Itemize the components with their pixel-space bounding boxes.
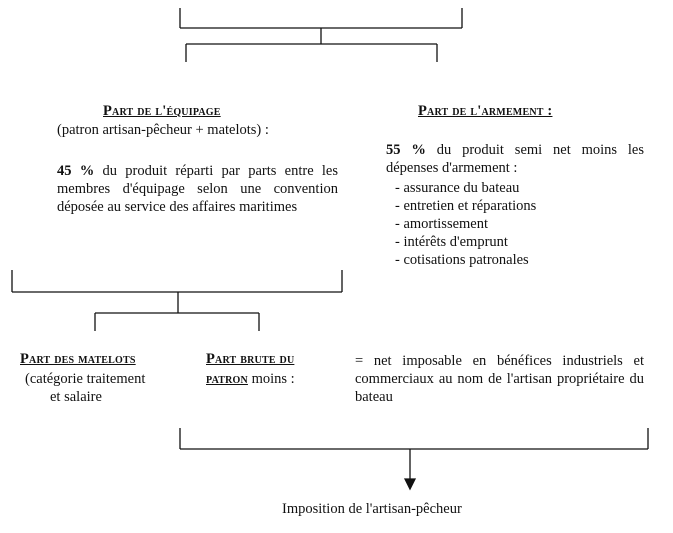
patron-title-line1: Part brute du — [206, 351, 295, 367]
equipage-description — [57, 162, 338, 216]
equipage-subtitle: (patron artisan-pêcheur + matelots) : — [57, 122, 269, 138]
patron-suffix: moins : — [251, 371, 295, 387]
armement-expense-item: - cotisations patronales — [395, 252, 529, 268]
matelots-line2: et salaire — [50, 389, 102, 405]
equipage-body: du produit réparti par parts entre les membres d'équipage selon une convention déposée au service des affaires maritimes — [57, 163, 338, 215]
patron-title-line2-row — [206, 370, 295, 388]
patron-title-line2: patron — [206, 371, 248, 387]
bottom-arrow-head — [405, 479, 415, 489]
armement-description — [386, 141, 644, 177]
matelots-title: Part des matelots — [20, 351, 136, 367]
imposable-text: = net imposable en bénéfices industriels et commerciaux au nom de l'artisan propriétaire du bateau — [355, 353, 644, 405]
armement-expense-item: - entretien et réparations — [395, 198, 537, 214]
armement-percent: 55 % — [386, 142, 426, 158]
equipage-title: Part de l'équipage — [103, 103, 221, 119]
armement-expense-item: - assurance du bateau — [395, 180, 520, 196]
matelots-line1: (catégorie traitement — [25, 371, 146, 387]
armement-title: Part de l'armement : — [418, 103, 553, 119]
footer-text: Imposition de l'artisan-pêcheur — [282, 501, 462, 517]
armement-expense-item: - amortissement — [395, 216, 489, 232]
equipage-percent: 45 % — [57, 163, 95, 179]
armement-body: du produit semi net moins les dépenses d'armement : — [386, 142, 645, 176]
armement-expense-list — [395, 179, 536, 269]
armement-expense-item: - intérêts d'emprunt — [395, 234, 508, 250]
